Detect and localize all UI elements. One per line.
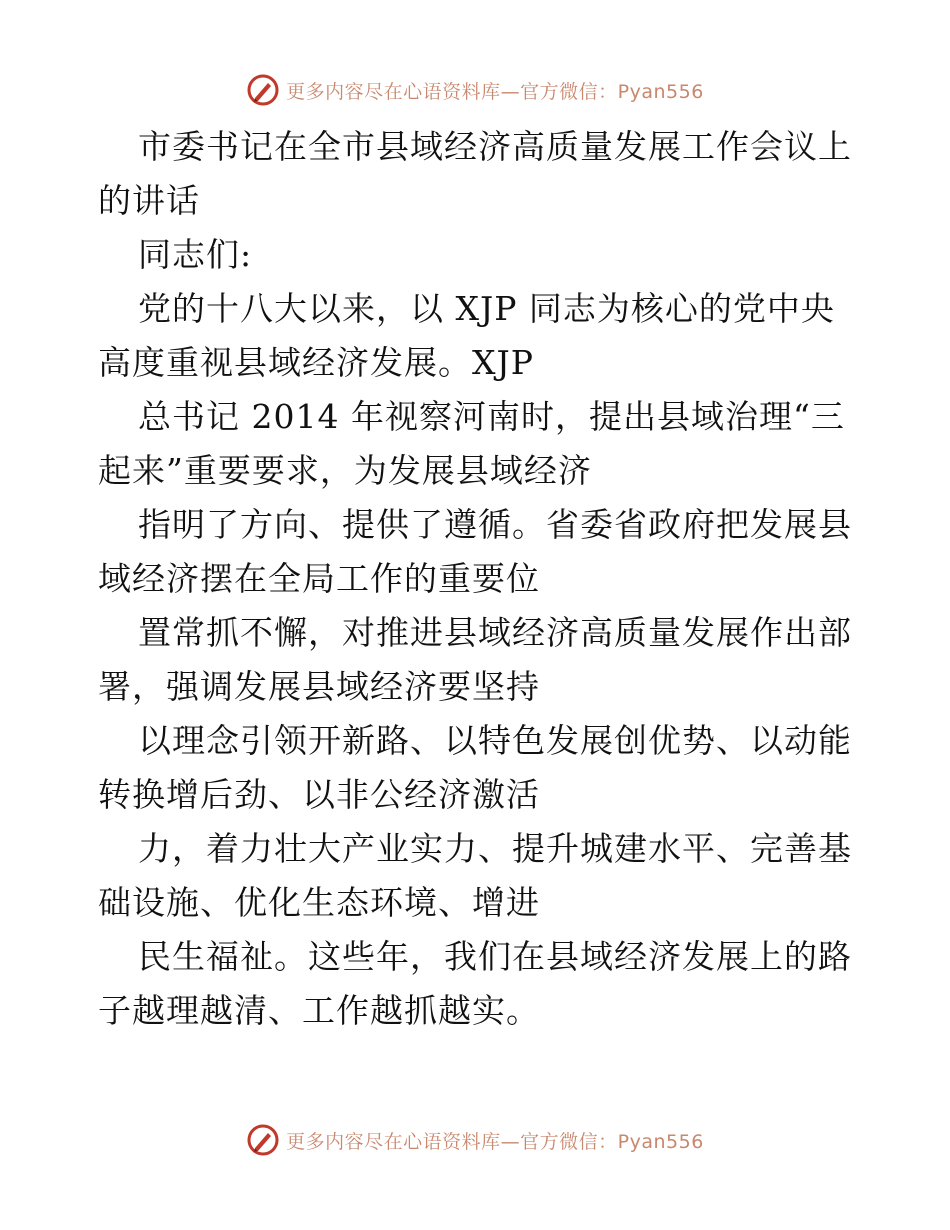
text-line: 子越理越清、工作越抓越实。 <box>98 991 540 1030</box>
text-line: 指明了方向、提供了遵循。省委省政府把发展县 <box>138 505 852 544</box>
document-body <box>98 120 858 1038</box>
text-line: 础设施、优化生态环境、增进 <box>98 883 540 922</box>
watermark-header <box>0 68 950 112</box>
text-line: 高度重视县域经济发展。XJP <box>98 343 534 382</box>
text-line: 的讲话 <box>98 181 200 220</box>
text-line: 民生福祉。这些年，我们在县域经济发展上的路 <box>138 937 852 976</box>
pen-logo-icon <box>246 73 280 107</box>
text-line: 党的十八大以来，以 XJP 同志为核心的党中央 <box>138 289 835 328</box>
watermark-footer <box>0 1118 950 1162</box>
text-line: 力，着力壮大产业实力、提升城建水平、完善基 <box>138 829 852 868</box>
text-line: 置常抓不懈，对推进县域经济高质量发展作出部 <box>138 613 852 652</box>
text-line: 同志们: <box>138 235 253 274</box>
text-line: 以理念引领开新路、以特色发展创优势、以动能 <box>138 721 852 760</box>
text-line: 市委书记在全市县域经济高质量发展工作会议上 <box>138 127 852 166</box>
pen-logo-icon <box>246 1123 280 1157</box>
text-line: 总书记 2014 年视察河南时，提出县域治理“三 <box>138 397 845 436</box>
watermark-text: 更多内容尽在心语资料库—官方微信：Pyan556 <box>286 1130 704 1153</box>
text-line: 转换增后劲、以非公经济激活 <box>98 775 540 814</box>
text-line: 域经济摆在全局工作的重要位 <box>98 559 540 598</box>
watermark-text: 更多内容尽在心语资料库—官方微信：Pyan556 <box>286 80 704 103</box>
text-line: 署，强调发展县域经济要坚持 <box>98 667 540 706</box>
text-line: 起来”重要要求，为发展县域经济 <box>98 451 592 490</box>
